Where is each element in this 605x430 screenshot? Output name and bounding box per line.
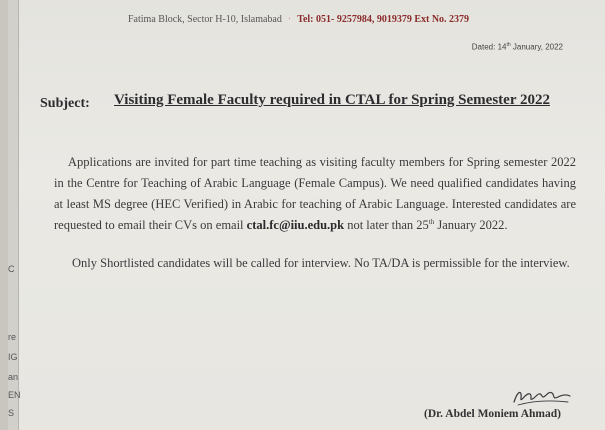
letterhead-address: Fatima Block, Sector H-10, Islamabad [128, 14, 282, 25]
body-paragraph-2: Only Shortlisted candidates will be called for interview. No TA/DA is permissible for the interview. [72, 256, 570, 270]
edge-fragment: S [8, 408, 15, 418]
edge-fragment: IG [8, 352, 18, 362]
subject-title: Visiting Female Faculty required in CTAL for Spring Semester 2022 [114, 92, 550, 108]
deadline-ordinal: th [428, 217, 435, 226]
p1-text-start: Applications are invited for part time teaching as visiting faculty members for Spring semester 2022 in the Centre for Teaching of Arabic Language (Female Campus). We need qualified candidates having at least MS degree (HEC Verified) in Arabic for teaching of Arabic Language. Interested candidates are requested to email their CVs on email [54, 155, 576, 232]
date-ordinal: th [506, 42, 511, 48]
notice-body [54, 152, 576, 274]
signature-icon [508, 384, 574, 410]
subject-label: Subject: [40, 96, 90, 111]
notice-document [8, 0, 605, 430]
body-paragraph-1 [54, 152, 576, 236]
edge-fragment: EN [8, 390, 21, 400]
signatory-name: (Dr. Abdel Moniem Ahmad) [424, 408, 561, 420]
contact-email: ctal.fc@iiu.edu.pk [246, 218, 345, 232]
edge-fragment: an [8, 372, 19, 382]
p1-text-deadline: not later than 25 [344, 218, 429, 232]
letterhead-contact: Tel: 051- 9257984, 9019379 Ext No. 2379 [297, 14, 470, 25]
adjacent-page-edge [8, 0, 19, 430]
document-date [472, 42, 563, 52]
date-prefix: Dated: 14 [471, 42, 507, 52]
letterhead [128, 14, 469, 25]
edge-fragment: re [8, 332, 17, 342]
date-suffix: January, 2022 [510, 42, 563, 52]
letterhead-separator: · [287, 14, 292, 25]
p1-text-end: January 2022. [434, 218, 508, 232]
edge-fragment: C [8, 264, 15, 274]
